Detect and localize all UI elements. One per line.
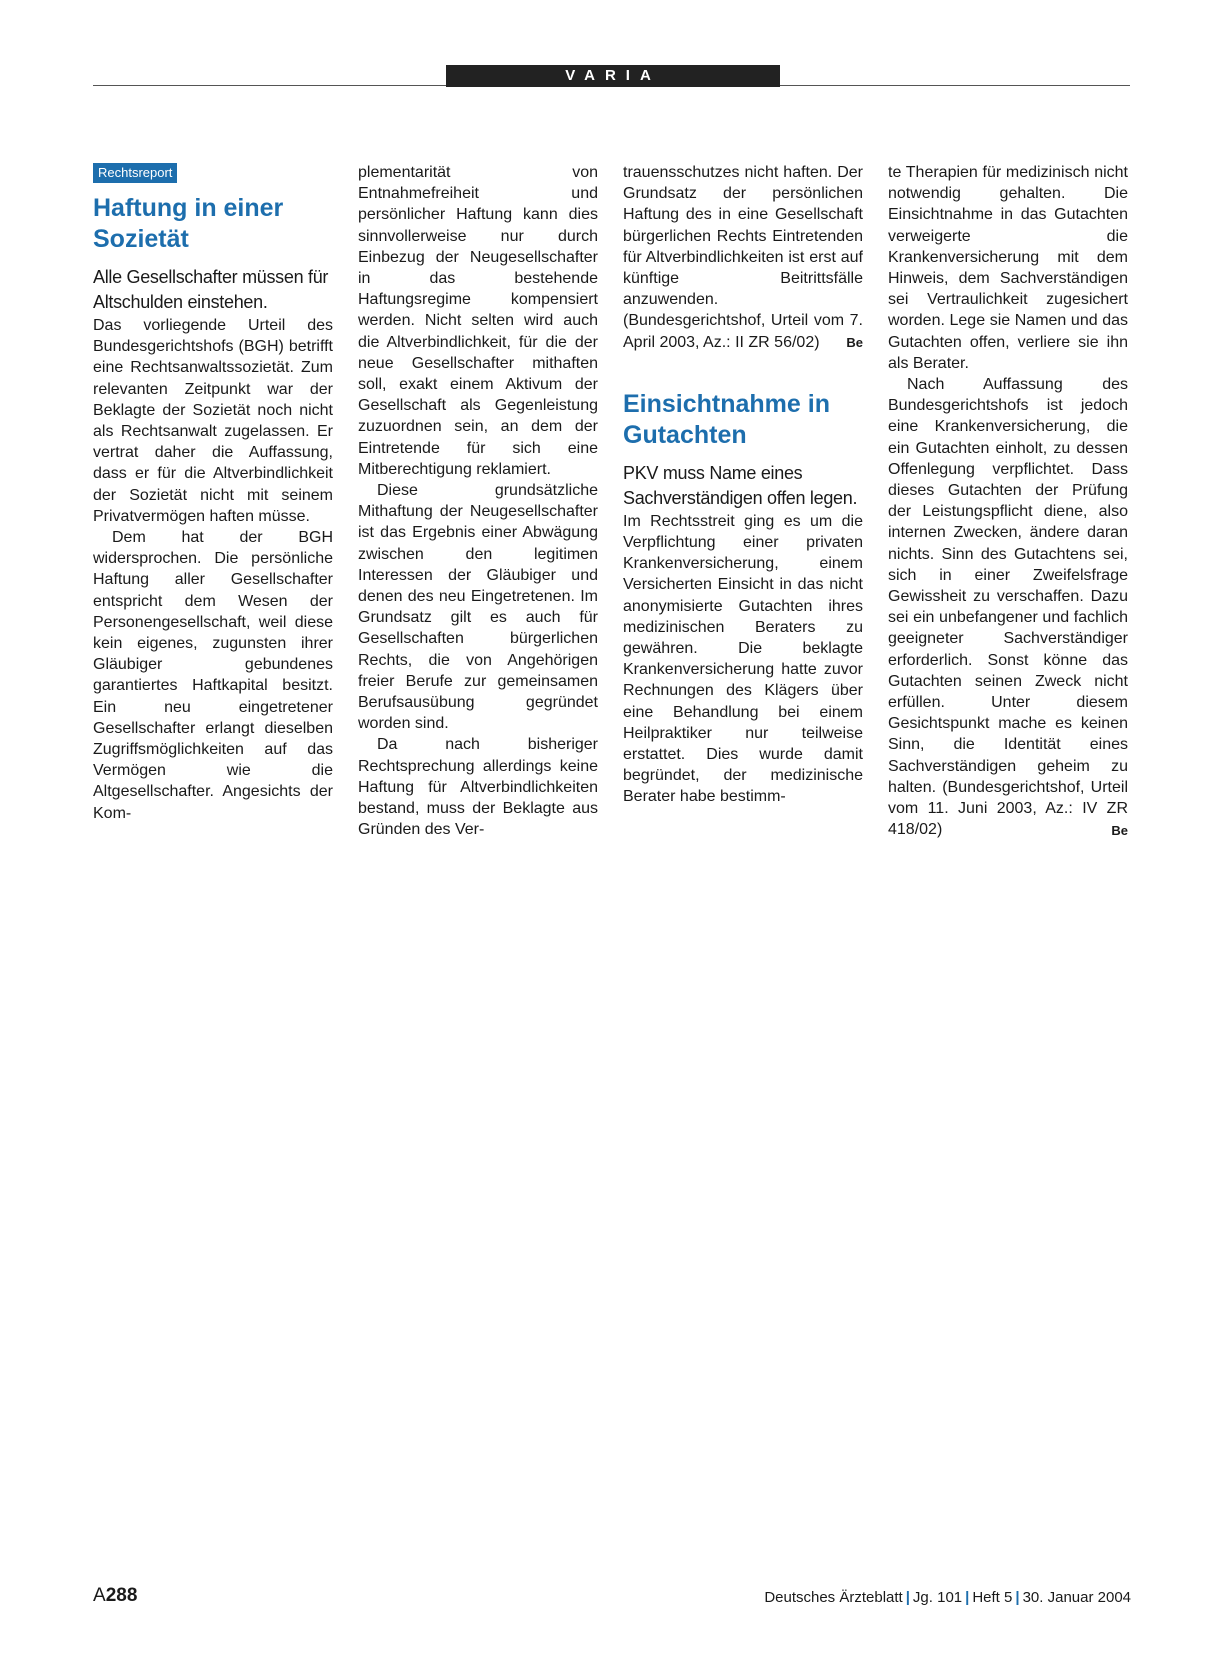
- column-2: [358, 162, 598, 841]
- rubric-tag: Rechtsreport: [93, 163, 177, 183]
- article-1-subtitle: Alle Gesellschafter müssen für Altschulden einstehen.: [93, 267, 329, 312]
- article-1-paragraph: trauensschutzes nicht haften. Der Grundsatz der persönlichen Haftung des in eine Gesellschaft bürgerlichen Rechts Eintretenden für Altverbindlichkeiten ist erst auf künftige Beitrittsfälle anzuwenden. (Bundesgerichtshof, Urteil vom 7. April 2003, Az.: II ZR 56/02): [623, 164, 863, 351]
- article-2-subtitle: PKV muss Name eines Sachverständigen offen legen.: [623, 462, 858, 508]
- article-2-paragraph: Im Rechtsstreit ging es um die Verpflichtung einer privaten Krankenversicherung, einem Versicherten Einsicht in das nicht anonymisierte Gutachten ihres medizinischen Beraters zu gewähren. Die beklagte Krankenversicherung hatte zuvor Rechnungen des Klägers über eine Behandlung bei einem Heilpraktiker nur teilweise erstattet. Dies wurde damit begründet, der medizinische Berater habe bestimm-: [623, 512, 863, 806]
- separator: |: [965, 1589, 970, 1606]
- article-2-paragraph: te Therapien für medizinisch nicht notwendig gehalten. Die Einsichtnahme in das Gutachten verweigerte die Krankenversicherung mit dem Hinweis, dem Sachverständigen sei Vertraulichkeit zugesichert worden. Lege sie Namen und das Gutachten offen, verliere sie ihn als Berater.: [888, 164, 1128, 372]
- column-1: [93, 162, 333, 824]
- article-1-paragraph: plementarität von Entnahmefreiheit und persönlicher Haftung kann dies sinnvollerweise nur durch Einbezug der Neugesellschafter in das bestehende Haftungsregime kompensiert werden. Nicht selten wird auch die Altverbindlichkeit, für die der neue Gesellschafter mithaften soll, exakt einem Aktivum der Gesellschaft als Gegenleistung zuzuordnen sein, an dem der Eintretende für sich eine Mitberechtigung reklamiert.: [358, 164, 598, 478]
- page-number-value: 288: [105, 1585, 138, 1606]
- article-1-paragraph: Das vorliegende Urteil des Bundesgerichtshofs (BGH) betrifft eine Rechtsanwaltssozietät. Zum relevanten Zeitpunkt war der Beklagte der Sozietät noch nicht als Rechtsanwalt zugelassen. Er vertrat daher die Auffassung, dass er für die Altverbindlichkeit der Sozietät nicht mit seinem Privatvermögen haften müsse.: [93, 317, 333, 525]
- article-1-paragraph: Da nach bisheriger Rechtsprechung allerdings keine Haftung für Altverbindlichkeiten bestand, muss der Beklagte aus Gründen des Ver-: [358, 736, 598, 839]
- article-1-title: Haftung in einer Sozietät: [93, 194, 284, 253]
- volume: Jg. 101: [912, 1589, 963, 1606]
- separator: |: [905, 1589, 910, 1606]
- column-3: [623, 162, 863, 808]
- column-4: [888, 162, 1128, 839]
- page-prefix: A: [93, 1585, 106, 1606]
- section-label: VARIA: [446, 65, 780, 87]
- issue-date: 30. Januar 2004: [1022, 1589, 1131, 1606]
- issue: Heft 5: [972, 1589, 1013, 1606]
- author-signature: Be: [846, 334, 863, 350]
- author-signature: Be: [1111, 822, 1128, 838]
- article-1-paragraph: Dem hat der BGH widersprochen. Die persönliche Haftung aller Gesellschafter entspricht dem Wesen der Personengesellschaft, weil diese kein eigenes, zugunsten ihrer Gläubiger gebundenes garantiertes Haftkapital besitzt. Ein neu eingetretener Gesellschafter erlangt dieselben Zugriffsmöglichkeiten auf das Vermögen wie die Altgesellschafter. Angesichts der Kom-: [93, 529, 333, 822]
- journal-name: Deutsches Ärzteblatt: [764, 1589, 903, 1606]
- journal-meta: [764, 1589, 1131, 1606]
- article-2-title: Einsichtnahme in Gutachten: [623, 389, 830, 449]
- page-number: [93, 1585, 137, 1607]
- article-1-paragraph: Diese grundsätzliche Mithaftung der Neugesellschafter ist das Ergebnis einer Abwägung zwischen den legitimen Interessen der Gläubiger und denen des neu Eingetretenen. Im Grundsatz gilt es auch für Gesellschaften bürgerlichen Rechts, die von Angehörigen freier Berufe zur gemeinsamen Berufsausübung gegründet worden sind.: [358, 482, 598, 733]
- separator: |: [1015, 1589, 1020, 1606]
- article-2-paragraph: Nach Auffassung des Bundesgerichtshofs ist jedoch eine Krankenversicherung, die ein Gutachten einholt, zu dessen Offenlegung verpflichtet. Dass dieses Gutachten der Prüfung der Leistungspflicht diene, also internen Zwecken, ändere daran nichts. Sinn des Gutachtens sei, sich in einer Zweifelsfrage Gewissheit zu verschaffen. Dazu sei ein unbefangener und fachlich geeigneter Sachverständiger erforderlich. Sonst könne das Gutachten seinen Zweck nicht erfüllen. Unter diesem Gesichtspunkt mache es keinen Sinn, die Identität eines Sachverständigen geheim zu halten. (Bundesgerichtshof, Urteil vom 11. Juni 2003, Az.: IV ZR 418/02): [888, 376, 1128, 839]
